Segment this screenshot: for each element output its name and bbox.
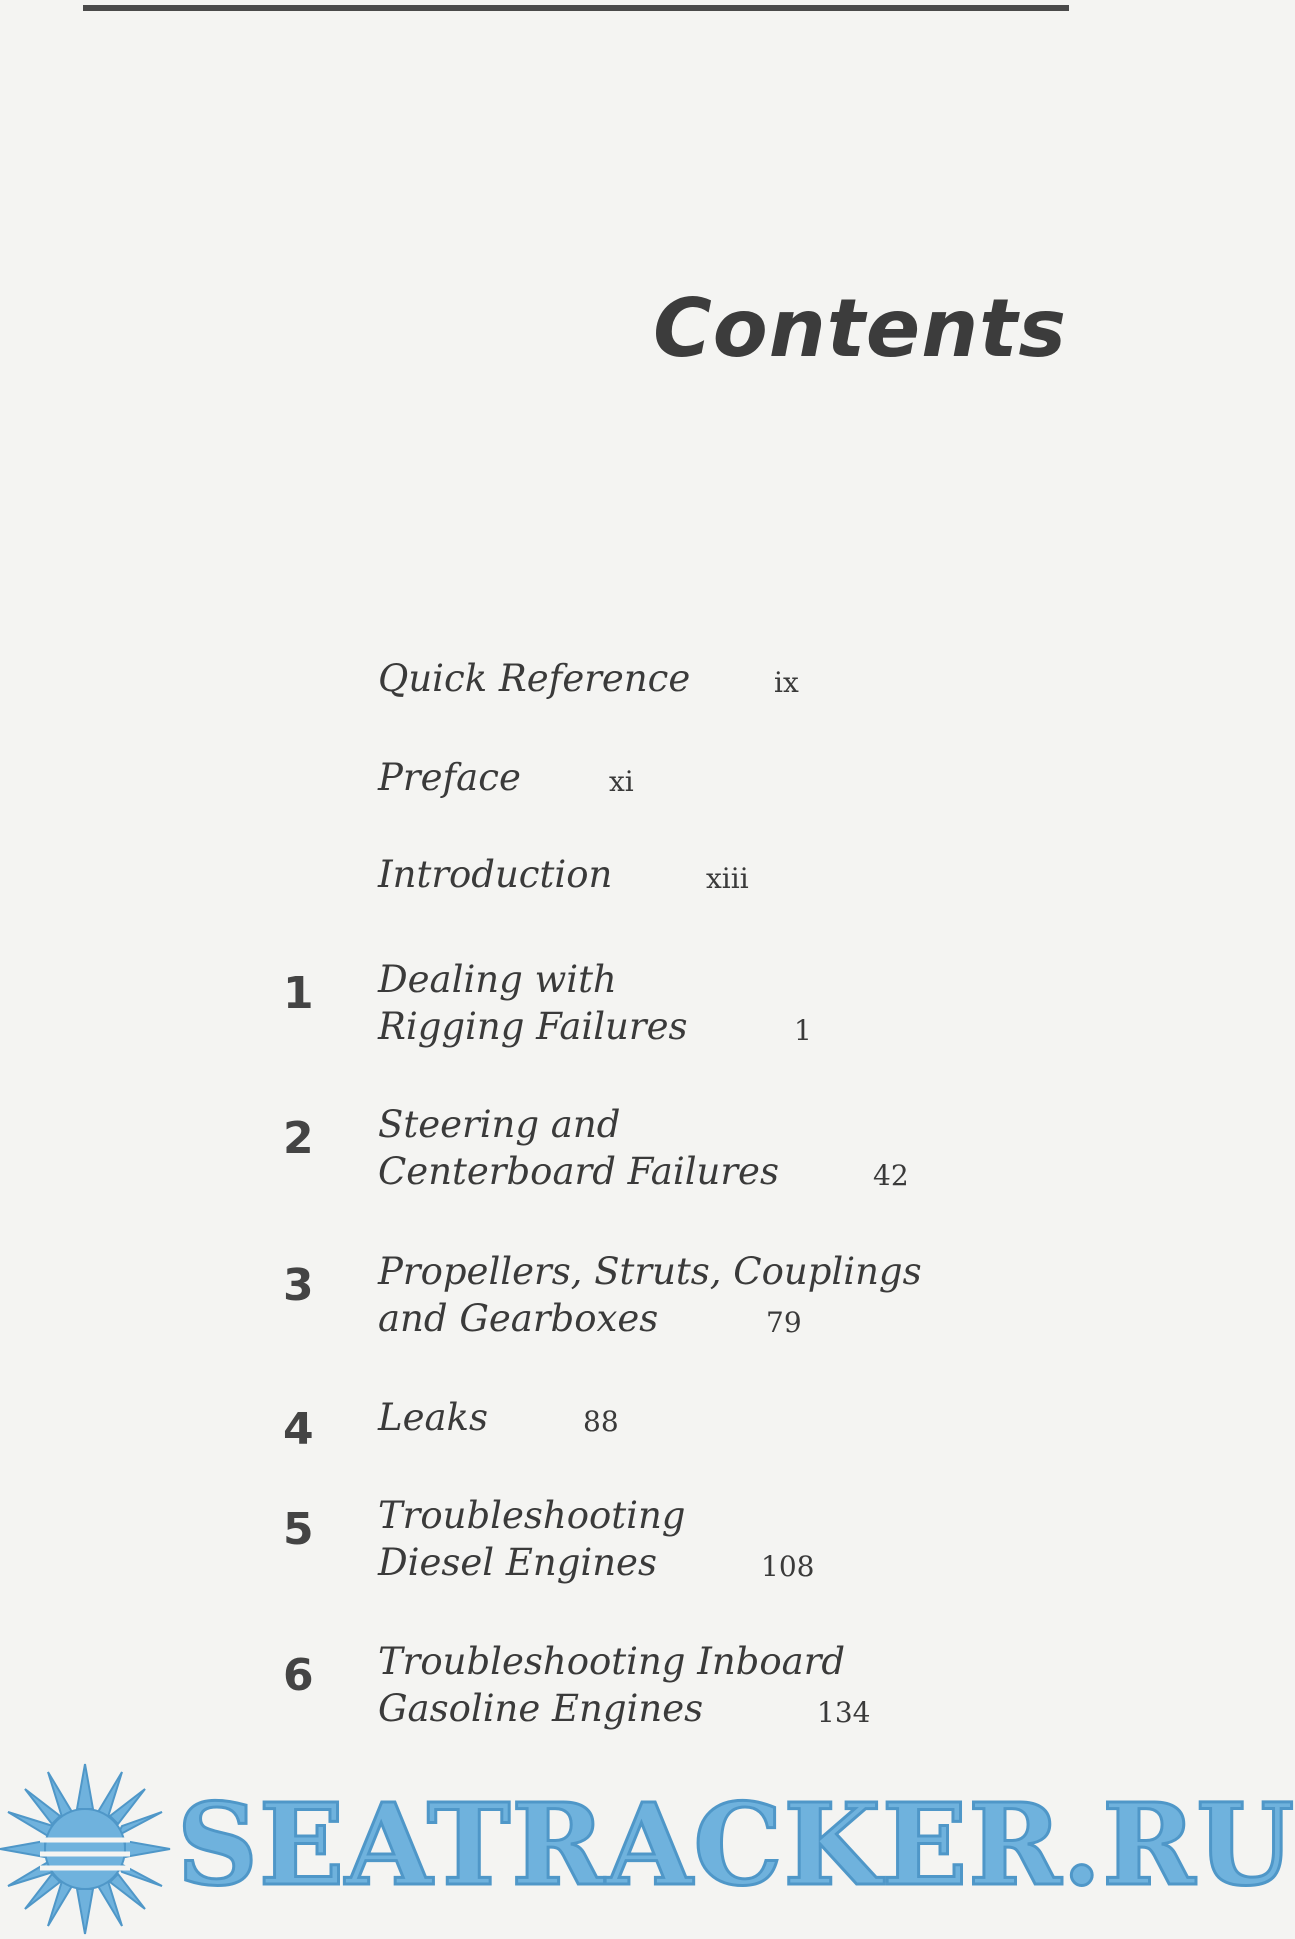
- entry-label: Leaks: [378, 1396, 488, 1439]
- chapter-number: 1: [283, 968, 314, 1019]
- sun-icon: [0, 1764, 170, 1934]
- top-rule: [83, 5, 1069, 11]
- entry-label: Introduction: [378, 853, 613, 896]
- page-title: Contents: [653, 282, 1067, 375]
- entry-page: 108: [761, 1550, 815, 1583]
- chapter-number: 5: [283, 1504, 314, 1555]
- entry-page: 42: [873, 1159, 909, 1192]
- entry-page: 79: [766, 1306, 802, 1339]
- entry-label: Quick Reference: [378, 657, 691, 700]
- entry-page: ix: [774, 666, 799, 699]
- entry-label: Preface: [378, 756, 521, 799]
- chapter-number: 4: [283, 1404, 314, 1455]
- entry-page: xiii: [706, 862, 749, 895]
- chapter-number: 2: [283, 1113, 314, 1164]
- watermark-text: SEATRACKER.RU: [177, 1780, 1295, 1911]
- entry-label: Troubleshooting Inboard Gasoline Engines: [378, 1640, 846, 1730]
- chapter-number: 3: [283, 1260, 314, 1311]
- entry-label: Propellers, Struts, Couplings and Gearboxes: [378, 1250, 922, 1340]
- entry-label: Troubleshooting Diesel Engines: [378, 1494, 686, 1584]
- watermark: [0, 1760, 1295, 1939]
- entry-page: 88: [583, 1405, 619, 1438]
- entry-label: Steering and Centerboard Failures: [378, 1103, 779, 1193]
- chapter-number: 6: [283, 1650, 314, 1701]
- entry-page: 1: [794, 1014, 812, 1047]
- entry-page: 134: [817, 1696, 871, 1729]
- entry-page: xi: [609, 765, 634, 798]
- entry-label: Dealing with Rigging Failures: [378, 958, 688, 1048]
